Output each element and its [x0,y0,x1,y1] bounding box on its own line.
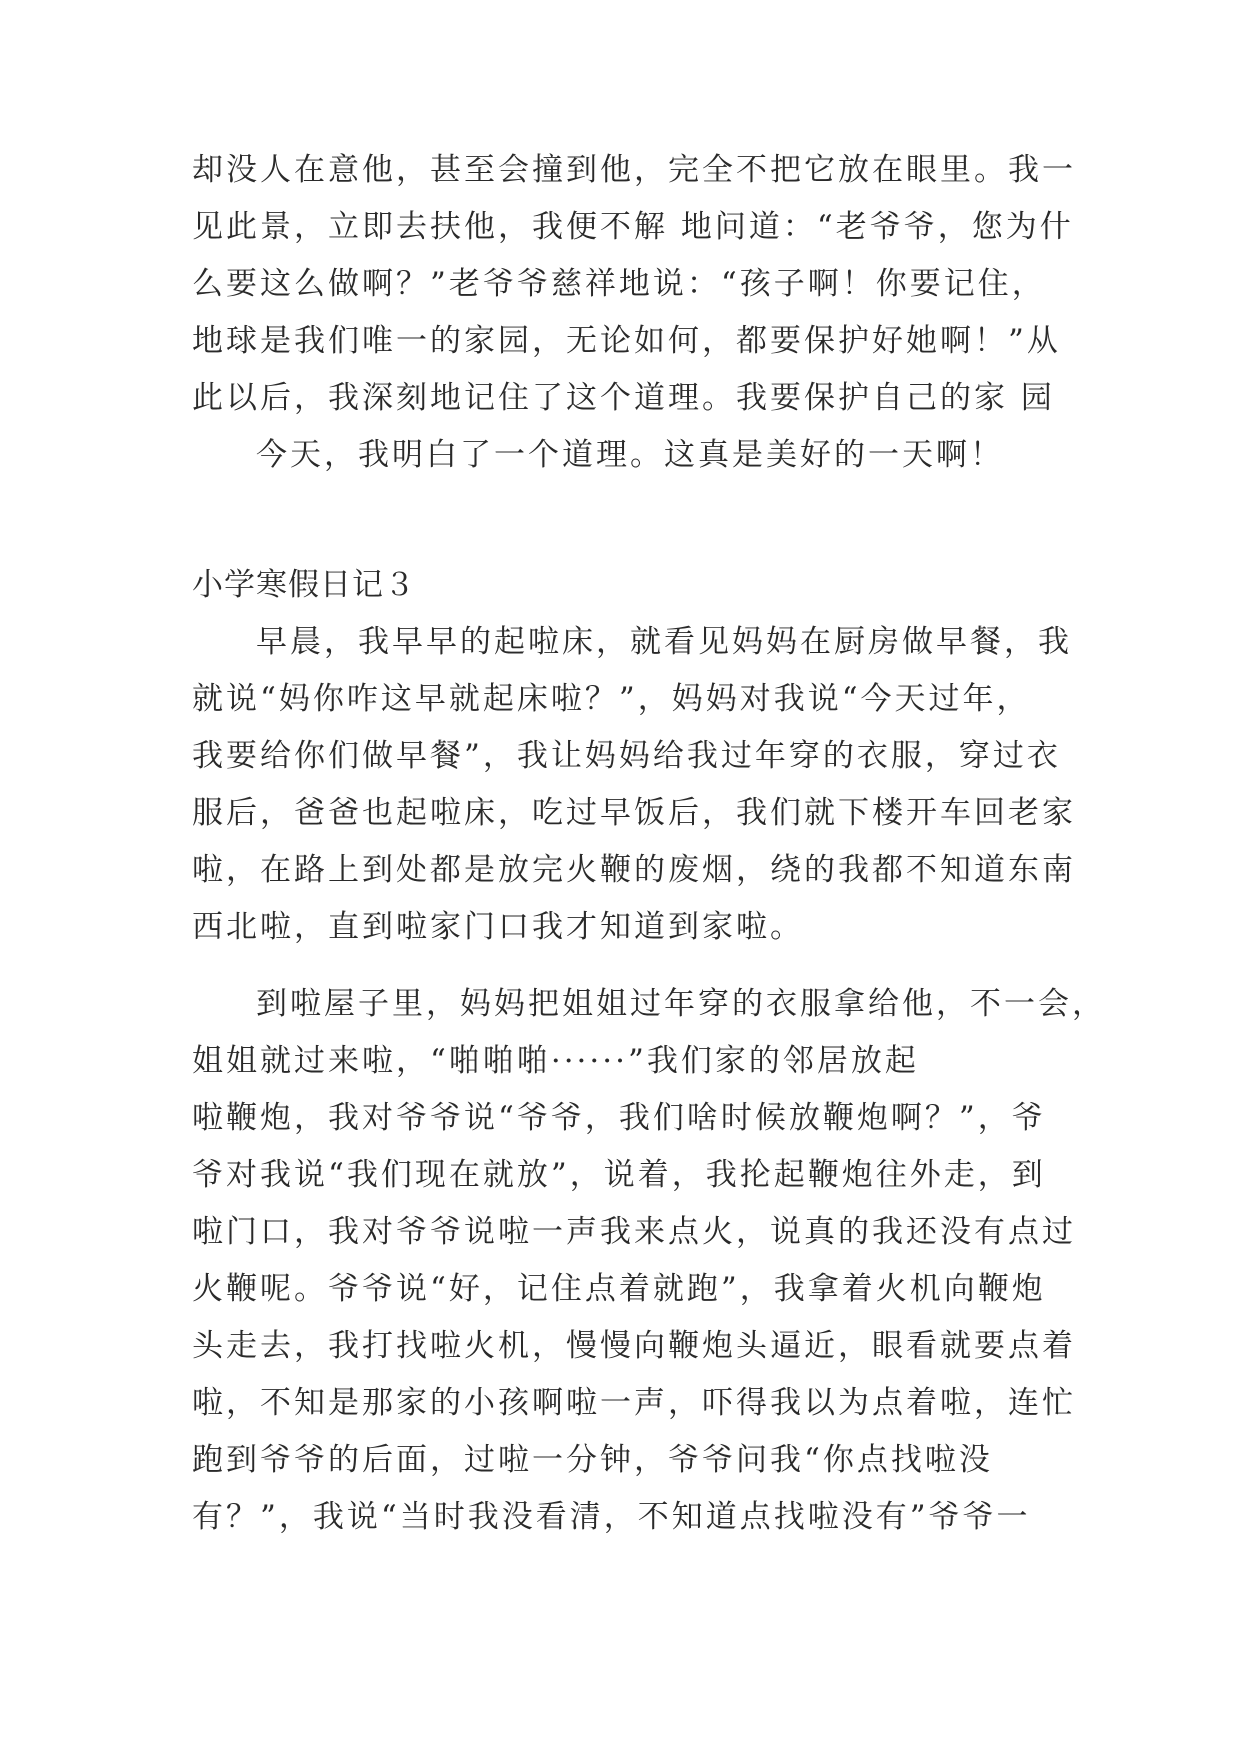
text-line: 我要给你们做早餐”，我让妈妈给我过年穿的衣服，穿过衣 [192,738,1061,774]
text-line: 就说“妈你咋这早就起床啦？”，妈妈对我说“今天过年， [192,681,1031,717]
text-line: 有？”，我说“当时我没看清，不知道点找啦没有”爷爷一 [192,1499,1031,1535]
text-line: 啦，不知是那家的小孩啊啦一声，吓得我以为点着啦，连忙 [192,1385,1076,1421]
text-line: 到啦屋子里，妈妈把姐姐过年穿的衣服拿给他，不一会， [256,986,1106,1022]
text-line: 服后，爸爸也起啦床，吃过早饭后，我们就下楼开车回老家 [192,795,1076,831]
text-line: 跑到爷爷的后面，过啦一分钟，爷爷问我“你点找啦没 [192,1442,993,1478]
text-line: 头走去，我打找啦火机，慢慢向鞭炮头逼近，眼看就要点着 [192,1328,1076,1364]
text-line: 火鞭呢。爷爷说“好，记住点着就跑”，我拿着火机向鞭炮 [192,1271,1046,1307]
text-line: 啦，在路上到处都是放完火鞭的废烟，绕的我都不知道东南 [192,852,1076,888]
diary-title: 小学寒假日记３ [192,567,416,603]
text-line: 姐姐就过来啦，“啪啪啪······”我们家的邻居放起 [192,1043,919,1079]
text-line: 啦门口，我对爷爷说啦一声我来点火，说真的我还没有点过 [192,1214,1076,1250]
text-line: 早晨，我早早的起啦床，就看见妈妈在厨房做早餐，我 [256,624,1072,660]
text-line: 见此景，立即去扶他，我便不解 地问道：“老爷爷，您为什 [192,209,1074,245]
text-line: 爷对我说“我们现在就放”，说着，我抡起鞭炮往外走，到 [192,1157,1046,1193]
text-line: 么要这么做啊？”老爷爷慈祥地说：“孩子啊！你要记住， [192,266,1046,302]
text-line: 啦鞭炮，我对爷爷说“爷爷，我们啥时候放鞭炮啊？”，爷 [192,1100,1046,1136]
text-line: 地球是我们唯一的家园，无论如何，都要保护好她啊！”从 [192,323,1061,359]
text-line: 此以后，我深刻地记住了这个道理。我要保护自己的家 园 [192,380,1055,416]
text-line: 却没人在意他，甚至会撞到他，完全不把它放在眼里。我一 [192,152,1076,188]
text-line: 西北啦，直到啦家门口我才知道到家啦。 [192,909,804,945]
closing-line: 今天，我明白了一个道理。这真是美好的一天啊！ [256,437,1004,473]
